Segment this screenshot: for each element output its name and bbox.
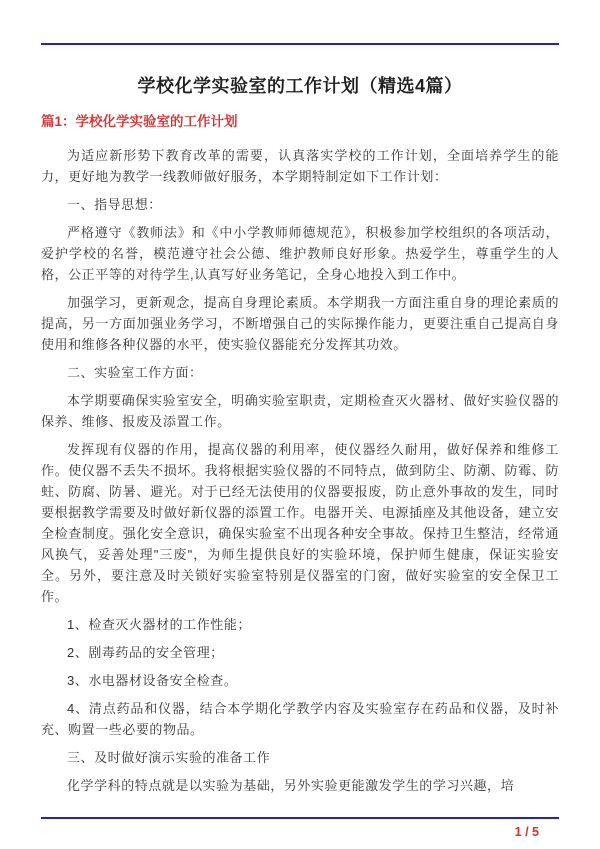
- list-item-4: 4、清点药品和仪器，结合本学期化学教学内容及实验室存在药品和仪器，及时补充、购置一些必要的物品。: [41, 701, 559, 737]
- page-indicator: 1 / 5: [514, 825, 539, 839]
- page-footer: [41, 817, 559, 840]
- document-body: [41, 145, 559, 796]
- paragraph: 严格遵守《教师法》和《中小学教师师德规范》，积极参加学校组织的各项活动，爱护学校的名誉，模范遵守社会公德、维护教师良好形象。热爱学生，尊重学生的人格，公正平等的对待学生,认真写好业务笔记，全身心地投入到工作中。: [41, 225, 559, 282]
- document-content: [41, 0, 559, 803]
- bottom-rule: [41, 817, 559, 819]
- paragraph: 加强学习，更新观念，提高自身理论素质。本学期我一方面注重自身的理论素质的提高，另一方面加强业务学习，不断增强自己的实际操作能力，更要注重自己提高自身使用和维修各种仪器的水平，使实验仪器能充分发挥其功效。: [41, 295, 559, 352]
- list-item-3: 3、水电器材设备安全检查。: [67, 673, 238, 688]
- paragraph: 发挥现有仪器的作用，提高仪器的利用率，使仪器经久耐用，做好保养和维修工作。使仪器不丢失不损坏。我将根据实验仪器的不同特点，做到防尘、防潮、防霉、防蛀、防腐、防暑、避光。对于已经无法使用的仪器要报废，防止意外事故的发生，同时要根据教学需要及时做好新仪器的添置工作。电器开关、电源插座及其他设备，建立安全检查制度。强化安全意识，确保实验室不出现各种安全事故。保持卫生整洁，经常通风换气，妥善处理"三废"，为师生提供良好的实验环境，保护师生健康，保证实验安全。另外，要注意及时关锁好实验室特别是仪器室的门窗，做好实验室的安全保卫工作。: [41, 442, 559, 604]
- document-title: 学校化学实验室的工作计划（精选4篇）: [137, 76, 463, 96]
- paragraph: 化学学科的特点就是以实验为基础，另外实验更能激发学生的学习兴趣，培: [67, 778, 515, 793]
- paragraph-intro: 为适应新形势下教育改革的需要，认真落实学校的工作计划，全面培养学生的能力，更好地为教学一线教师做好服务，本学期特制定如下工作计划：: [41, 148, 559, 184]
- list-item-2: 2、剧毒药品的安全管理；: [67, 645, 224, 660]
- list-item-1: 1、检查灭火器材的工作性能；: [67, 617, 251, 632]
- paragraph: 本学期要确保实验室安全，明确实验室职责，定期检查灭火器材、做好实验仪器的保养、维修、报废及添置工作。: [41, 393, 559, 429]
- section-subheading-2: 二、实验室工作方面：: [67, 365, 203, 380]
- section-subheading-1: 一、指导思想：: [67, 197, 162, 212]
- section-subheading-3: 三、及时做好演示实验的准备工作: [67, 750, 271, 765]
- section-heading: 篇1：学校化学实验室的工作计划: [41, 114, 238, 129]
